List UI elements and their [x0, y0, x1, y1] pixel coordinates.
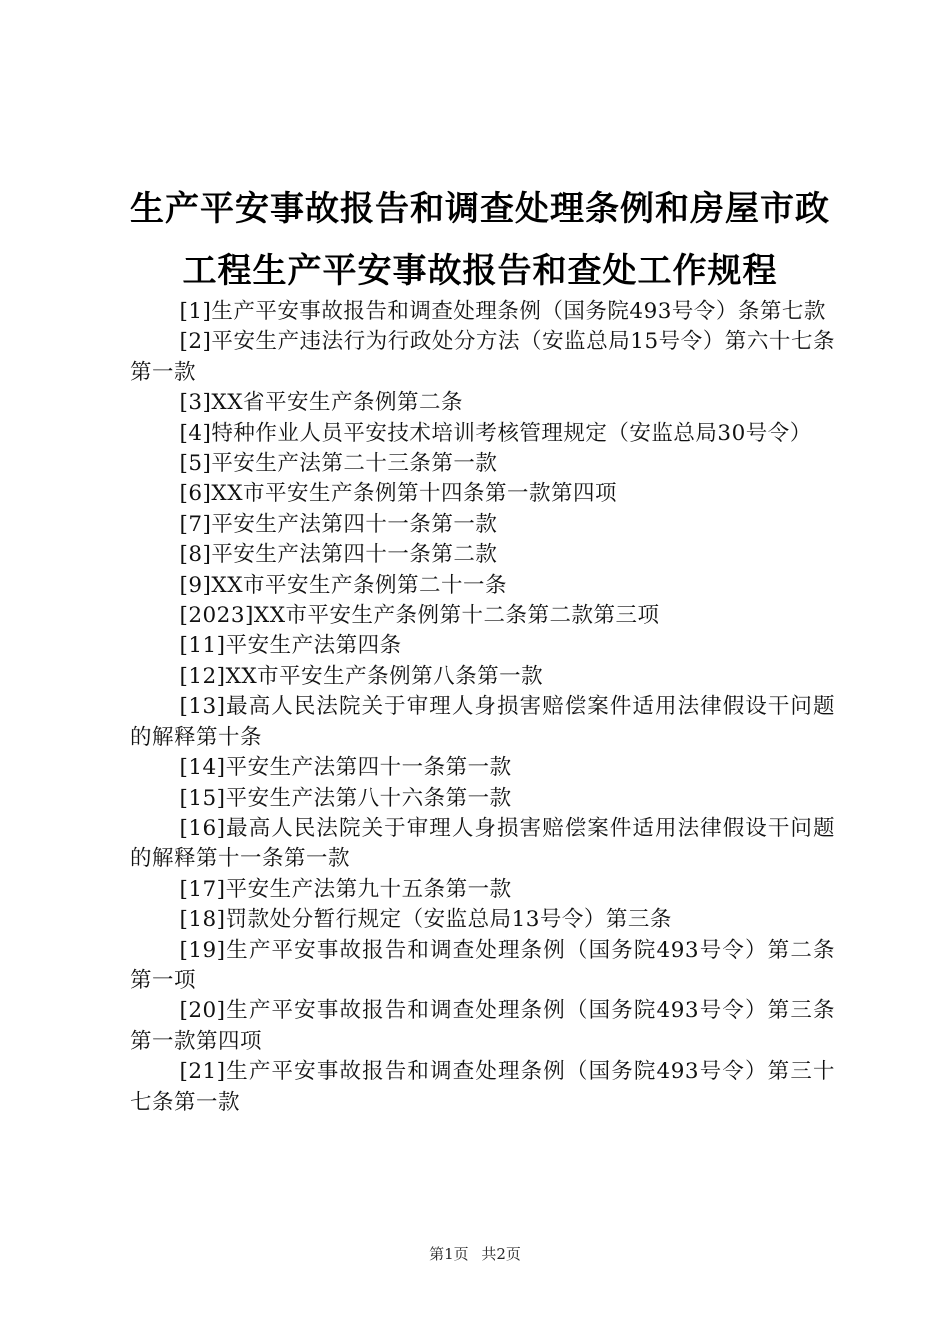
reference-item: [7]平安生产法第四十一条第一款 — [179, 511, 498, 537]
reference-list — [130, 297, 835, 1118]
reference-item: [12]XX市平安生产条例第八条第一款 — [179, 663, 544, 689]
title-line-1: 生产平安事故报告和调查处理条例和房屋市政 — [130, 189, 830, 229]
reference-item: [6]XX市平安生产条例第十四条第一款第四项 — [179, 481, 618, 507]
reference-item: [14]平安生产法第四十一条第一款 — [179, 755, 512, 781]
reference-item: [8]平安生产法第四十一条第二款 — [179, 542, 498, 568]
reference-item: [4]特种作业人员平安技术培训考核管理规定（安监总局30号令） — [179, 420, 812, 446]
reference-item: [21]生产平安事故报告和调查处理条例（国务院493号令）第三十七条第一款 — [130, 1059, 835, 1115]
reference-item: [18]罚款处分暂行规定（安监总局13号令）第三条 — [179, 907, 672, 933]
reference-item: [1]生产平安事故报告和调查处理条例（国务院493号令）条第七款 — [179, 299, 826, 324]
reference-item: [13]最高人民法院关于审理人身损害赔偿案件适用法律假设干问题的解释第十条 — [130, 694, 835, 750]
reference-item: [19]生产平安事故报告和调查处理条例（国务院493号令）第二条第一项 — [130, 937, 835, 993]
page-number: 第1页 — [429, 1245, 469, 1263]
page-footer — [0, 1243, 950, 1264]
page-total: 共2页 — [481, 1245, 521, 1263]
document-title — [100, 178, 860, 302]
title-line-2: 工程生产平安事故报告和查处工作规程 — [182, 251, 778, 291]
reference-item: [20]生产平安事故报告和调查处理条例（国务院493号令）第三条第一款第四项 — [130, 998, 835, 1054]
reference-item: [3]XX省平安生产条例第二条 — [179, 390, 464, 416]
reference-item: [16]最高人民法院关于审理人身损害赔偿案件适用法律假设干问题的解释第十一条第一款 — [130, 815, 835, 872]
reference-item: [17]平安生产法第九十五条第一款 — [179, 876, 512, 902]
reference-item: [11]平安生产法第四条 — [179, 633, 402, 659]
reference-item: [2023]XX市平安生产条例第十二条第二款第三项 — [179, 603, 660, 629]
reference-item: [9]XX市平安生产条例第二十一条 — [179, 572, 508, 598]
reference-item: [2]平安生产违法行为行政处分方法（安监总局15号令）第六十七条第一款 — [130, 329, 835, 385]
reference-item: [5]平安生产法第二十三条第一款 — [179, 451, 498, 477]
reference-item: [15]平安生产法第八十六条第一款 — [179, 785, 512, 811]
